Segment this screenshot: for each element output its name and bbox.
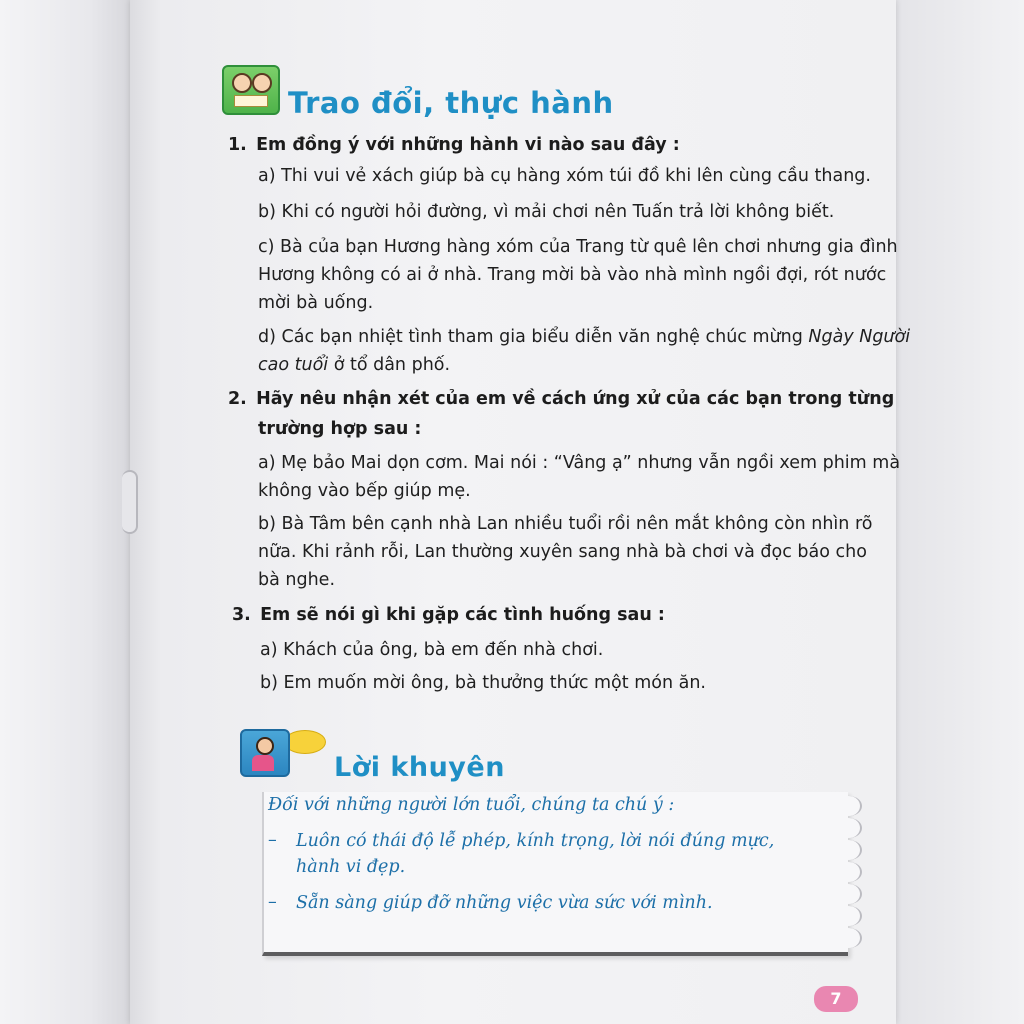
answer-2b-line2: nữa. Khi rảnh rỗi, Lan thường xuyên sang nhà bà chơi và đọc báo cho (258, 542, 867, 562)
section-header-practice (222, 60, 614, 120)
advice-dash-1: – (268, 830, 277, 850)
page-edge (122, 470, 138, 534)
section-title: Trao đổi, thực hành (288, 86, 614, 120)
question-3: 3. Em sẽ nói gì khi gặp các tình huống sau : (232, 605, 665, 625)
teacher-speaking-icon (240, 729, 290, 777)
question-1: 1. Em đồng ý với những hành vi nào sau đây : (228, 135, 680, 155)
section-title: Lời khuyên (334, 752, 505, 783)
answer-2a-line1: a) Mẹ bảo Mai dọn cơm. Mai nói : “Vâng ạ” nhưng vẫn ngồi xem phim mà (258, 453, 901, 473)
advice-item-1-line2: hành vi đẹp. (296, 857, 406, 877)
answer-1b: b) Khi có người hỏi đường, vì mải chơi nên Tuấn trả lời không biết. (258, 202, 835, 222)
answer-1c-line1: c) Bà của bạn Hương hàng xóm của Trang từ quê lên chơi nhưng gia đình (258, 237, 898, 257)
answer-3b: b) Em muốn mời ông, bà thưởng thức một món ăn. (260, 673, 706, 693)
advice-item-2: Sẵn sàng giúp đỡ những việc vừa sức với mình. (296, 893, 713, 913)
page-number: 7 (814, 986, 858, 1012)
answer-2a-line2: không vào bếp giúp mẹ. (258, 481, 471, 501)
answer-1a: a) Thi vui vẻ xách giúp bà cụ hàng xóm túi đồ khi lên cùng cầu thang. (258, 166, 871, 186)
answer-1c-line3: mời bà uống. (258, 293, 374, 313)
answer-1d-line1: d) Các bạn nhiệt tình tham gia biểu diễn văn nghệ chúc mừng Ngày Người (258, 327, 911, 347)
question-2: 2. Hãy nêu nhận xét của em về cách ứng xử của các bạn trong từng (228, 389, 895, 409)
section-header-advice (240, 722, 505, 783)
answer-1c-line2: Hương không có ai ở nhà. Trang mời bà vào nhà mình ngồi đợi, rót nước (258, 265, 887, 285)
advice-intro: Đối với những người lớn tuổi, chúng ta chú ý : (268, 795, 675, 815)
background-right (894, 0, 1024, 1024)
advice-dash-2: – (268, 892, 277, 912)
advice-item-1-line1: Luôn có thái độ lễ phép, kính trọng, lời nói đúng mực, (296, 831, 775, 851)
answer-2b-line1: b) Bà Tâm bên cạnh nhà Lan nhiều tuổi rồi nên mắt không còn nhìn rõ (258, 514, 873, 534)
speech-bubble-icon (284, 730, 326, 754)
question-2-line2: trường hợp sau : (258, 419, 422, 439)
children-reading-icon (222, 65, 280, 115)
answer-2b-line3: bà nghe. (258, 570, 336, 590)
answer-1d-line2: cao tuổi ở tổ dân phố. (258, 355, 451, 375)
answer-3a: a) Khách của ông, bà em đến nhà chơi. (260, 640, 604, 660)
